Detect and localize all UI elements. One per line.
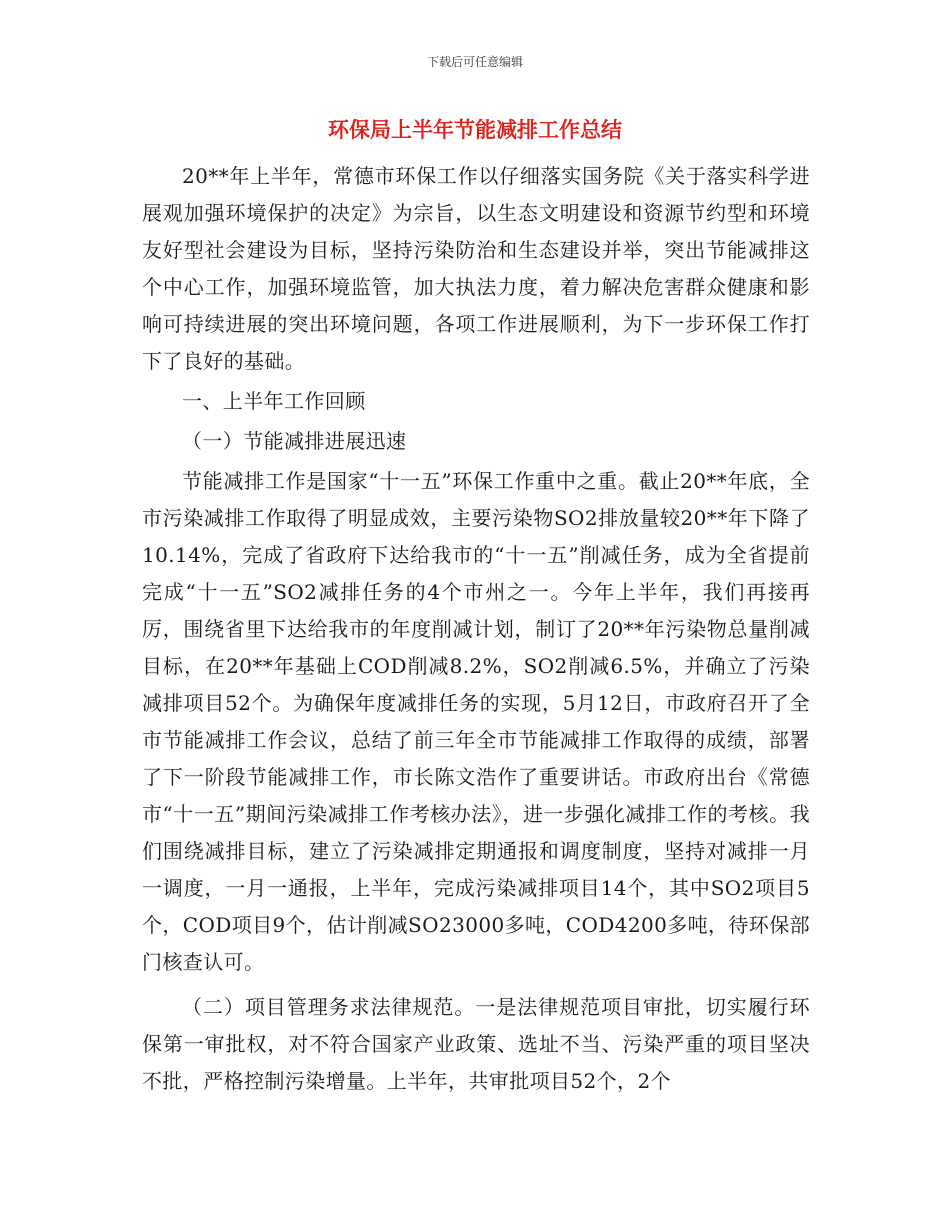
paragraph-emission-reduction: 节能减排工作是国家“十一五”环保工作重中之重。截止20**年底，全市污染减排工作取得了明显成效，主要污染物SO2排放量较20**年下降了10.14%，完成了省政府下达给我市的“十一五”削减任务，成为全省提前完成“十一五”SO2减排任务的4个市州之一。今年上半年，我们再接再厉，围绕省里下达给我市的年度削减计划，制订了20**年污染物总量削减目标，在20**年基础上COD削减8.2%，SO2削减6.5%，并确立了污染减排项目52个。为确保年度减排任务的实现，5月12日，市政府召开了全市节能减排工作会议，总结了前三年全市节能减排工作取得的成绩，部署了下一阶段节能减排工作，市长陈文浩作了重要讲话。市政府出台《常德市“十一五”期间污染减排工作考核办法》，进一步强化减排工作的考核。我们围绕减排目标，建立了污染减排定期通报和调度制度，坚持对减排一月一调度，一月一通报，上半年，完成污染减排项目14个，其中SO2项目5个，COD项目9个，估计削减SO23000多吨，COD4200多吨，待环保部门核查认可。 — [142, 469, 811, 974]
paragraph-project-management: （二）项目管理务求法律规范。一是法律规范项目审批，切实履行环保第一审批权，对不符合国家产业政策、选址不当、污染严重的项目坚决不批，严格控制污染增量。上半年，共审批项目52个，2个 — [142, 995, 810, 1093]
page-header: 下载后可任意编辑 — [426, 55, 523, 69]
section-heading: 一、上半年工作回顾 — [182, 389, 366, 413]
document-title: 环保局上半年节能减排工作总结 — [328, 118, 622, 142]
document-body — [142, 158, 810, 1100]
paragraph-intro: 20**年上半年，常德市环保工作以仔细落实国务院《关于落实科学进展观加强环境保护的决定》为宗旨，以生态文明建设和资源节约型和环境友好型社会建设为目标，坚持污染防治和生态建设并举，突出节能减排这个中心工作，加强环境监管，加大执法力度，着力解决危害群众健康和影响可持续进展的突出环境问题，各项工作进展顺利，为下一步环保工作打下了良好的基础。 — [142, 164, 810, 373]
subsection-heading: （一）节能减排进展迅速 — [182, 429, 407, 453]
